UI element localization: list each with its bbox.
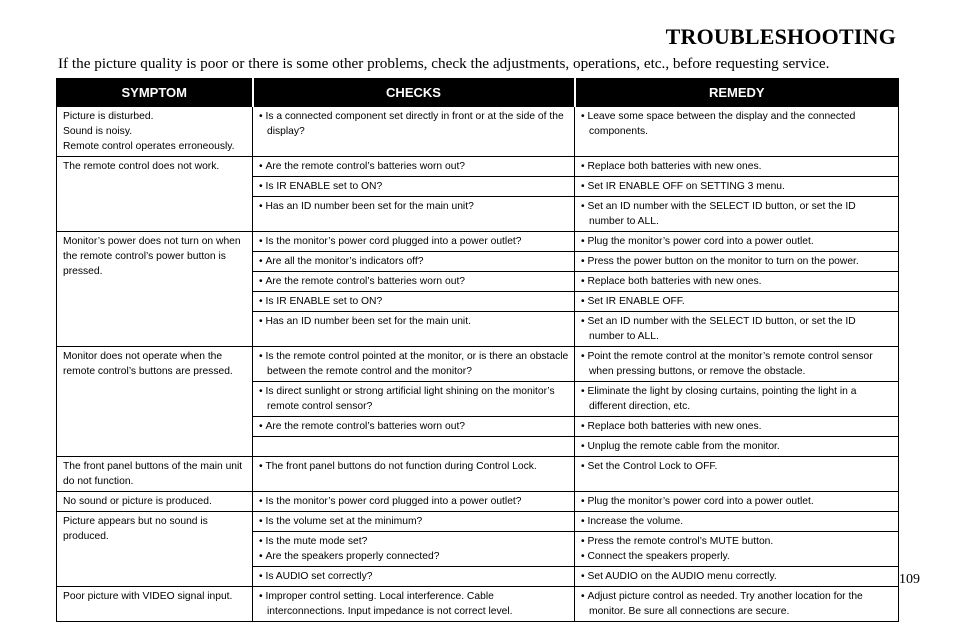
header-symptom: SYMPTOM (57, 79, 253, 107)
check-item: • The front panel buttons do not function during Control Lock. (259, 459, 569, 474)
remedy-cell (575, 272, 899, 292)
symptom-cell: Monitor does not operate when the remote control’s buttons are pressed. (57, 347, 253, 457)
remedy-item: • Point the remote control at the monitor’s remote control sensor when pressing buttons, or remove the obstacle. (581, 349, 893, 379)
symptom-cell: Picture is disturbed. Sound is noisy. Remote control operates erroneously. (57, 107, 253, 157)
remedy-item: • Set an ID number with the SELECT ID button, or set the ID number to ALL. (581, 199, 893, 229)
intro-text: If the picture quality is poor or there is some other problems, check the adjustments, operations, etc., before requesting service. (58, 55, 830, 72)
symptom-cell: Poor picture with VIDEO signal input. (57, 587, 253, 622)
remedy-cell (575, 532, 899, 567)
remedy-item: • Unplug the remote cable from the monitor. (581, 439, 893, 454)
remedy-item: • Set IR ENABLE OFF. (581, 294, 893, 309)
remedy-item: • Set AUDIO on the AUDIO menu correctly. (581, 569, 893, 584)
remedy-item: • Adjust picture control as needed. Try another location for the monitor. Be sure all connections are secure. (581, 589, 893, 619)
check-item: • Is the volume set at the minimum? (259, 514, 569, 529)
remedy-item: • Plug the monitor’s power cord into a power outlet. (581, 494, 893, 509)
remedy-item: • Plug the monitor’s power cord into a power outlet. (581, 234, 893, 249)
check-item: • Are the speakers properly connected? (259, 549, 569, 564)
table-row (57, 232, 899, 252)
remedy-cell (575, 252, 899, 272)
remedy-item: • Set an ID number with the SELECT ID button, or set the ID number to ALL. (581, 314, 893, 344)
check-item: • Has an ID number been set for the main unit? (259, 199, 569, 214)
check-cell (253, 232, 575, 252)
check-cell (253, 382, 575, 417)
remedy-cell (575, 417, 899, 437)
header-checks: CHECKS (253, 79, 575, 107)
remedy-cell (575, 232, 899, 252)
page-title: TROUBLESHOOTING (665, 24, 896, 49)
remedy-cell (575, 512, 899, 532)
check-cell (253, 347, 575, 382)
troubleshooting-table (56, 78, 899, 622)
remedy-cell (575, 457, 899, 492)
check-cell (253, 157, 575, 177)
check-cell (253, 292, 575, 312)
check-item: • Is the mute mode set? (259, 534, 569, 549)
table-body (57, 107, 899, 622)
remedy-cell (575, 587, 899, 622)
symptom-cell: No sound or picture is produced. (57, 492, 253, 512)
check-item: • Is direct sunlight or strong artificial light shining on the monitor’s remote control sensor? (259, 384, 569, 414)
check-cell (253, 512, 575, 532)
check-cell (253, 492, 575, 512)
check-cell (253, 567, 575, 587)
symptom-cell: The front panel buttons of the main unit do not function. (57, 457, 253, 492)
table-row (57, 347, 899, 382)
check-item: • Is IR ENABLE set to ON? (259, 294, 569, 309)
check-item: • Are the remote control’s batteries worn out? (259, 419, 569, 434)
check-cell (253, 252, 575, 272)
check-item: • Has an ID number been set for the main unit. (259, 314, 569, 329)
check-item: • Are the remote control’s batteries worn out? (259, 159, 569, 174)
remedy-item: • Leave some space between the display and the connected components. (581, 109, 893, 139)
check-item: • Is the monitor’s power cord plugged into a power outlet? (259, 234, 569, 249)
remedy-cell (575, 382, 899, 417)
remedy-item: • Connect the speakers properly. (581, 549, 893, 564)
table-header-row (57, 79, 899, 107)
check-cell (253, 417, 575, 437)
remedy-item: • Press the power button on the monitor to turn on the power. (581, 254, 893, 269)
table-row (57, 157, 899, 177)
check-item: • Are all the monitor’s indicators off? (259, 254, 569, 269)
remedy-item: • Replace both batteries with new ones. (581, 419, 893, 434)
check-item: • Is the remote control pointed at the monitor, or is there an obstacle between the remote control and the monitor? (259, 349, 569, 379)
remedy-cell (575, 107, 899, 157)
check-item: • Is IR ENABLE set to ON? (259, 179, 569, 194)
table-row (57, 107, 899, 157)
check-item: • Is the monitor’s power cord plugged into a power outlet? (259, 494, 569, 509)
header-remedy: REMEDY (575, 79, 899, 107)
remedy-cell (575, 347, 899, 382)
check-cell (253, 437, 575, 457)
check-cell (253, 107, 575, 157)
remedy-item: • Increase the volume. (581, 514, 893, 529)
table-row (57, 457, 899, 492)
remedy-cell (575, 292, 899, 312)
remedy-item: • Press the remote control’s MUTE button. (581, 534, 893, 549)
remedy-cell (575, 312, 899, 347)
check-cell (253, 532, 575, 567)
check-item: • Is AUDIO set correctly? (259, 569, 569, 584)
check-item: • Improper control setting. Local interference. Cable interconnections. Input impedance is not correct level. (259, 589, 569, 619)
remedy-cell (575, 197, 899, 232)
remedy-cell (575, 437, 899, 457)
check-item: • Is a connected component set directly in front or at the side of the display? (259, 109, 569, 139)
remedy-cell (575, 567, 899, 587)
symptom-cell: The remote control does not work. (57, 157, 253, 232)
symptom-cell: Picture appears but no sound is produced. (57, 512, 253, 587)
remedy-cell (575, 157, 899, 177)
remedy-item: • Replace both batteries with new ones. (581, 159, 893, 174)
remedy-item: • Set IR ENABLE OFF on SETTING 3 menu. (581, 179, 893, 194)
remedy-item: • Replace both batteries with new ones. (581, 274, 893, 289)
check-item: • Are the remote control’s batteries worn out? (259, 274, 569, 289)
remedy-cell (575, 492, 899, 512)
remedy-item: • Set the Control Lock to OFF. (581, 459, 893, 474)
check-cell (253, 177, 575, 197)
check-cell (253, 457, 575, 492)
check-cell (253, 312, 575, 347)
check-cell (253, 272, 575, 292)
table-row (57, 587, 899, 622)
check-cell (253, 587, 575, 622)
page-number: 109 (899, 572, 920, 587)
check-cell (253, 197, 575, 232)
remedy-item: • Eliminate the light by closing curtains, pointing the light in a different direction, etc. (581, 384, 893, 414)
symptom-cell: Monitor’s power does not turn on when the remote control’s power button is pressed. (57, 232, 253, 347)
table-row (57, 512, 899, 532)
remedy-cell (575, 177, 899, 197)
table-row (57, 492, 899, 512)
